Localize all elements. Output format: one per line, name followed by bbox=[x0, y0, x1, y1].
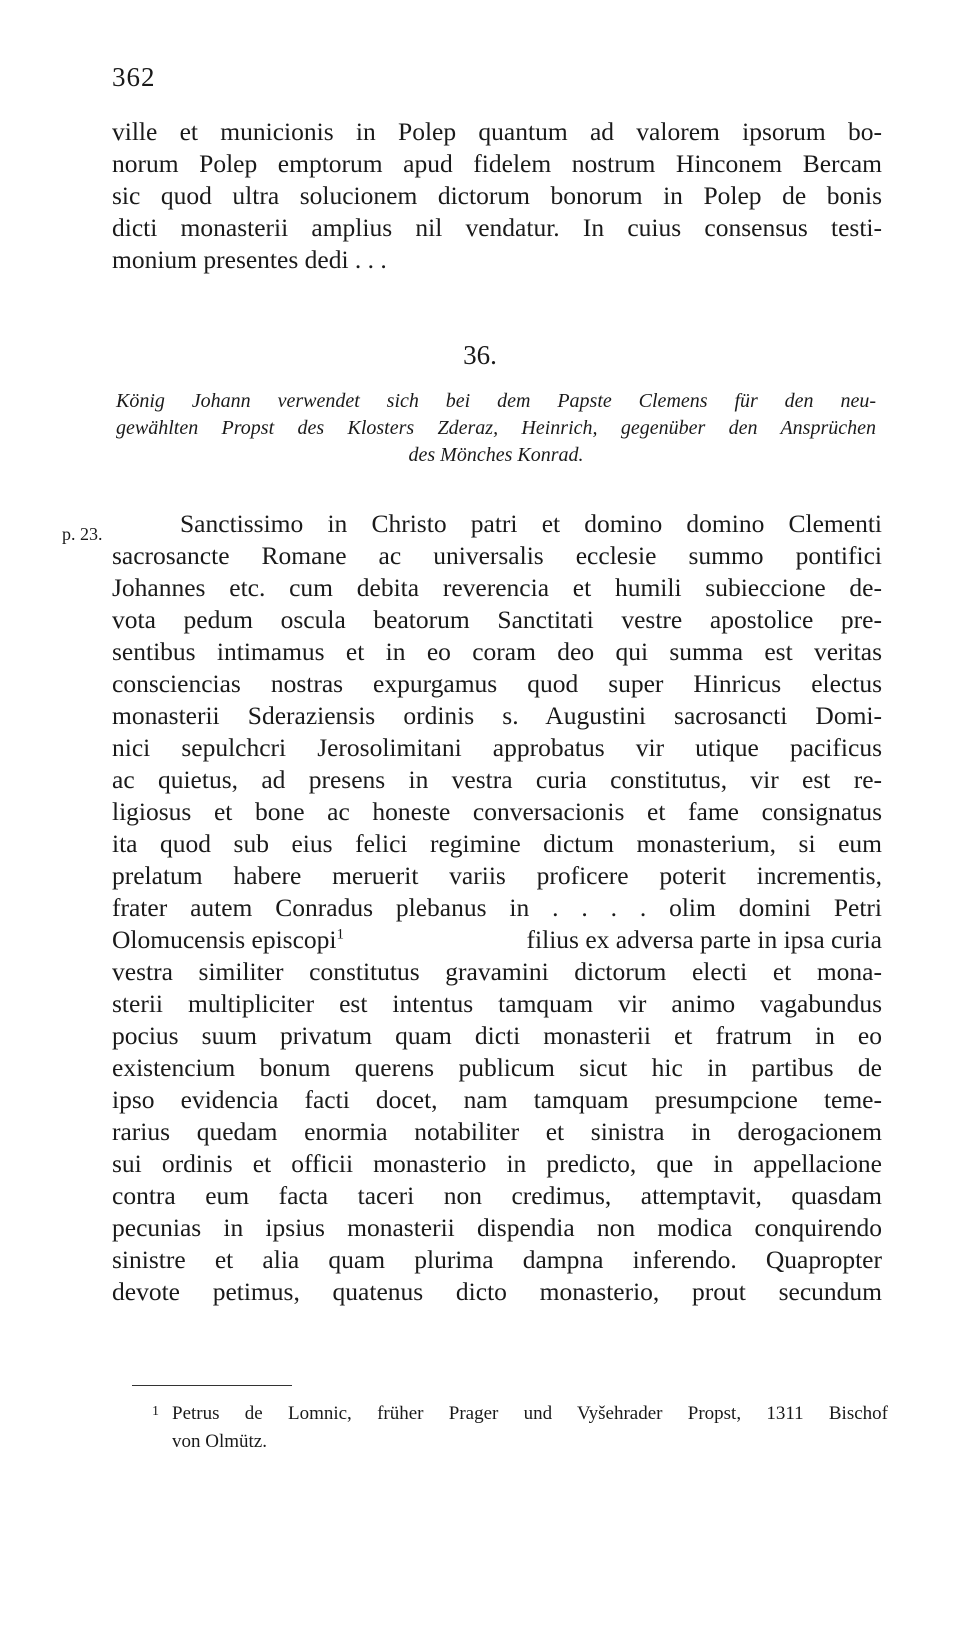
text-line: prelatum habere meruerit variis proficere poterit incrementis, bbox=[112, 861, 882, 890]
footnote-reference: 1 bbox=[336, 926, 345, 943]
footnote-line: von Olmütz. bbox=[172, 1431, 267, 1452]
footnote-marker: 1 bbox=[152, 1404, 159, 1419]
text-line: Sanctissimo in Christo patri et domino domino Clementi bbox=[180, 509, 882, 538]
text-line: contra eum facta taceri non credimus, attemptavit, quasdam bbox=[112, 1181, 882, 1210]
text-line: devote petimus, quatenus dicto monasterio, prout secundum bbox=[112, 1277, 882, 1306]
text-line: ac quietus, ad presens in vestra curia constitutus, vir est re- bbox=[112, 765, 882, 794]
text-line: sterii multipliciter est intentus tamquam vir animo vagabundus bbox=[112, 989, 882, 1018]
text-line: sic quod ultra solucionem dictorum bonorum in Polep de bonis bbox=[112, 181, 882, 210]
text-fragment bbox=[112, 924, 344, 956]
text-line: Johannes etc. cum debita reverencia et humili subieccione de- bbox=[112, 573, 882, 602]
text-line: frater autem Conradus plebanus in . . . . olim domini Petri bbox=[112, 893, 882, 922]
text-line: vota pedum oscula beatorum Sanctitati vestre apostolice pre- bbox=[112, 605, 882, 634]
text-line: dicti monasterii amplius nil vendatur. In cuius consensus testi- bbox=[112, 213, 882, 242]
rubric-line: König Johann verwendet sich bei dem Papste Clemens für den neu- bbox=[116, 390, 876, 412]
text-line: pocius suum privatum quam dicti monasterii et fratrum in eo bbox=[112, 1021, 882, 1050]
text-line: sacrosancte Romane ac universalis ecclesie summo pontifici bbox=[112, 541, 882, 570]
text-line: rarius quedam enormia notabiliter et sinistra in derogacionem bbox=[112, 1117, 882, 1146]
text-line: vestra similiter constitutus gravamini dictorum electi et mona- bbox=[112, 957, 882, 986]
page-number: 362 bbox=[112, 62, 156, 92]
text-line: ligiosus et bone ac honeste conversacionis et fame consignatus bbox=[112, 797, 882, 826]
section-number: 36. bbox=[463, 340, 497, 370]
footnote-line: Petrus de Lomnic, früher Prager und Vyšehrader Propst, 1311 Bischof bbox=[172, 1403, 888, 1424]
margin-page-reference: p. 23. bbox=[62, 524, 103, 544]
text-line: ipso evidencia facti docet, nam tamquam presumpcione teme- bbox=[112, 1085, 882, 1114]
footnote-divider bbox=[132, 1385, 292, 1386]
text-fragment: Olomucensis episcopi bbox=[112, 925, 337, 954]
text-line: existencium bonum querens publicum sicut hic in partibus de bbox=[112, 1053, 882, 1082]
text-line: norum Polep emptorum apud fidelem nostrum Hinconem Bercam bbox=[112, 149, 882, 178]
text-line: sinistre et alia quam plurima dampna inferendo. Quapropter bbox=[112, 1245, 882, 1274]
text-line: ita quod sub eius felici regimine dictum monasterium, si eum bbox=[112, 829, 882, 858]
rubric-line: des Mönches Konrad. bbox=[408, 444, 584, 466]
rubric-line: gewählten Propst des Klosters Zderaz, Heinrich, gegenüber den Ansprüchen bbox=[116, 417, 876, 439]
text-line: consciencias nostras expurgamus quod super Hinricus electus bbox=[112, 669, 882, 698]
text-line: monium presentes dedi . . . bbox=[112, 245, 387, 274]
text-line: nici sepulchcri Jerosolimitani approbatus vir utique pacificus bbox=[112, 733, 882, 762]
text-fragment: filius ex adversa parte in ipsa curia bbox=[526, 925, 882, 954]
text-line: sentibus intimamus et in eo coram deo qui summa est veritas bbox=[112, 637, 882, 666]
text-line: pecunias in ipsius monasterii dispendia non modica conquirendo bbox=[112, 1213, 882, 1242]
text-line: monasterii Sderaziensis ordinis s. Augustini sacrosancti Domi- bbox=[112, 701, 882, 730]
text-line: ville et municionis in Polep quantum ad valorem ipsorum bo- bbox=[112, 117, 882, 146]
text-line: sui ordinis et officii monasterio in predicto, que in appellacione bbox=[112, 1149, 882, 1178]
text-line bbox=[112, 924, 882, 956]
